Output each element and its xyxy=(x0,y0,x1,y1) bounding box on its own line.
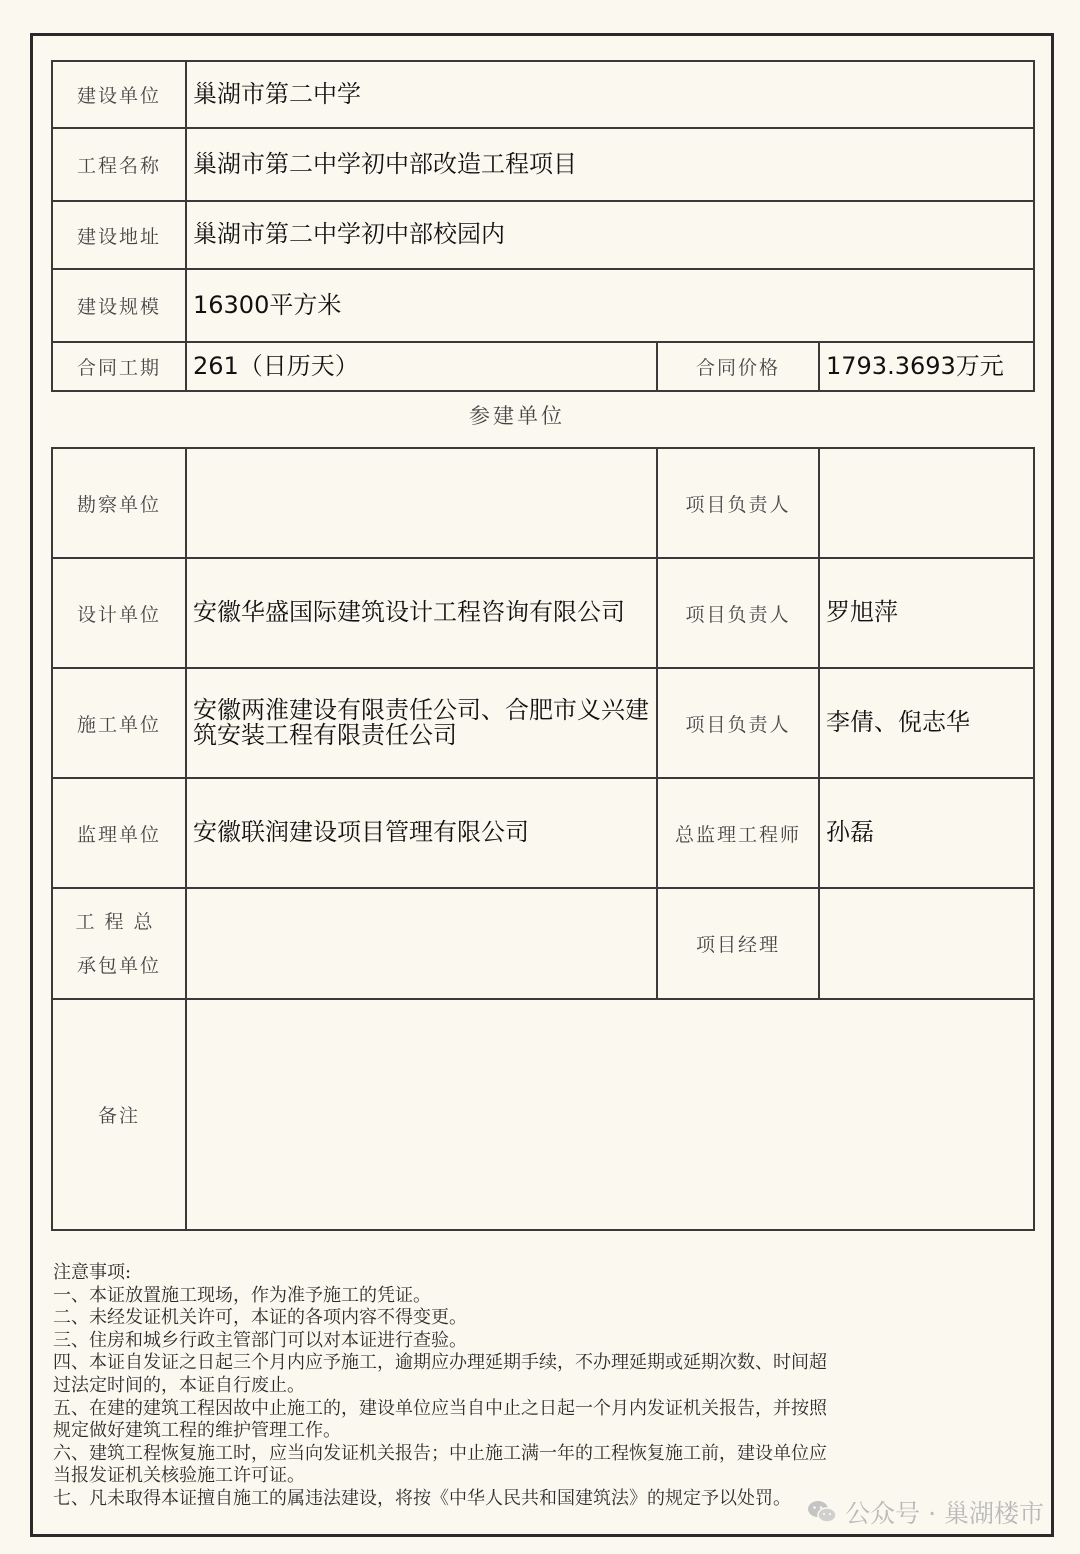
construction-unit-row xyxy=(52,61,1034,128)
note-line: 七、凡未取得本证擅自施工的属违法建设，将按《中华人民共和国建筑法》的规定予以处罚。 xyxy=(53,1487,791,1509)
remarks-label: 备注 xyxy=(52,999,186,1230)
survey-row xyxy=(52,448,1034,558)
watermark xyxy=(807,1494,1044,1530)
contract-price-label: 合同价格 xyxy=(657,342,819,391)
notes-title: 注意事项: xyxy=(53,1262,132,1283)
address-row xyxy=(52,201,1034,269)
notes-section xyxy=(53,1262,1038,1511)
general-contractor-label-line1: 工程总 xyxy=(75,910,163,933)
note-line: 过法定时间的，本证自行废止。 xyxy=(53,1374,305,1396)
supervision-unit-value: 安徽联润建设项目管理有限公司 xyxy=(186,778,657,888)
design-person-value: 罗旭萍 xyxy=(819,558,1034,668)
construction-person-value: 李倩、倪志华 xyxy=(819,668,1034,778)
note-line: 一、本证放置施工现场，作为准予施工的凭证。 xyxy=(53,1284,431,1306)
construction-person-label: 项目负责人 xyxy=(657,668,819,778)
survey-person-label: 项目负责人 xyxy=(657,448,819,558)
construction-unit-value: 巢湖市第二中学 xyxy=(186,61,1034,128)
general-contractor-label-line2: 承包单位 xyxy=(76,954,161,977)
wechat-icon xyxy=(807,1499,837,1525)
note-line: 二、未经发证机关许可，本证的各项内容不得变更。 xyxy=(53,1307,467,1329)
construction-unit-value: 安徽两淮建设有限责任公司、合肥市义兴建筑安装工程有限责任公司 xyxy=(186,668,657,778)
note-line: 当报发证机关核验施工许可证。 xyxy=(53,1465,305,1487)
scale-row xyxy=(52,269,1034,342)
note-line: 六、建筑工程恢复施工时，应当向发证机关报告；中止施工满一年的工程恢复施工前，建设单位应 xyxy=(53,1442,827,1464)
project-manager-value xyxy=(819,888,1034,999)
note-line: 三、住房和城乡行政主管部门可以对本证进行查验。 xyxy=(53,1329,467,1351)
basic-info-table xyxy=(51,60,1035,392)
construction-unit-label: 施工单位 xyxy=(52,668,186,778)
supervision-unit-label: 监理单位 xyxy=(52,778,186,888)
project-manager-label: 项目经理 xyxy=(657,888,819,999)
contract-row xyxy=(52,342,1034,391)
design-unit-value: 安徽华盛国际建筑设计工程咨询有限公司 xyxy=(186,558,657,668)
design-person-label: 项目负责人 xyxy=(657,558,819,668)
scale-label: 建设规模 xyxy=(52,269,186,342)
construction-unit-label: 建设单位 xyxy=(52,61,186,128)
design-unit-label: 设计单位 xyxy=(52,558,186,668)
construction-row xyxy=(52,668,1034,778)
supervision-person-label: 总监理工程师 xyxy=(657,778,819,888)
contract-period-value: 261（日历天） xyxy=(186,342,657,391)
general-contractor-row xyxy=(52,888,1034,999)
remarks-row xyxy=(52,999,1034,1230)
scale-value: 16300平方米 xyxy=(186,269,1034,342)
remarks-value xyxy=(186,999,1034,1230)
design-row xyxy=(52,558,1034,668)
contract-period-label: 合同工期 xyxy=(52,342,186,391)
note-line: 四、本证自发证之日起三个月内应予施工，逾期应办理延期手续，不办理延期或延期次数、时间超 xyxy=(53,1352,827,1374)
general-contractor-value xyxy=(186,888,657,999)
project-name-label: 工程名称 xyxy=(52,128,186,201)
project-name-value: 巢湖市第二中学初中部改造工程项目 xyxy=(186,128,1034,201)
contract-price-value: 1793.3693万元 xyxy=(819,342,1034,391)
address-value: 巢湖市第二中学初中部校园内 xyxy=(186,201,1034,269)
survey-unit-value xyxy=(186,448,657,558)
survey-unit-label: 勘察单位 xyxy=(52,448,186,558)
watermark-text: 公众号 · 巢湖楼市 xyxy=(845,1499,1044,1528)
supervision-row xyxy=(52,778,1034,888)
participants-table xyxy=(51,447,1035,1231)
participants-title: 参建单位 xyxy=(469,404,565,428)
general-contractor-label xyxy=(52,888,186,999)
note-line: 五、在建的建筑工程因故中止施工的，建设单位应当自中止之日起一个月内发证机关报告，并按照 xyxy=(53,1397,827,1419)
project-name-row xyxy=(52,128,1034,201)
address-label: 建设地址 xyxy=(52,201,186,269)
note-line: 规定做好建筑工程的维护管理工作。 xyxy=(53,1420,341,1442)
survey-person-value xyxy=(819,448,1034,558)
supervision-person-value: 孙磊 xyxy=(819,778,1034,888)
